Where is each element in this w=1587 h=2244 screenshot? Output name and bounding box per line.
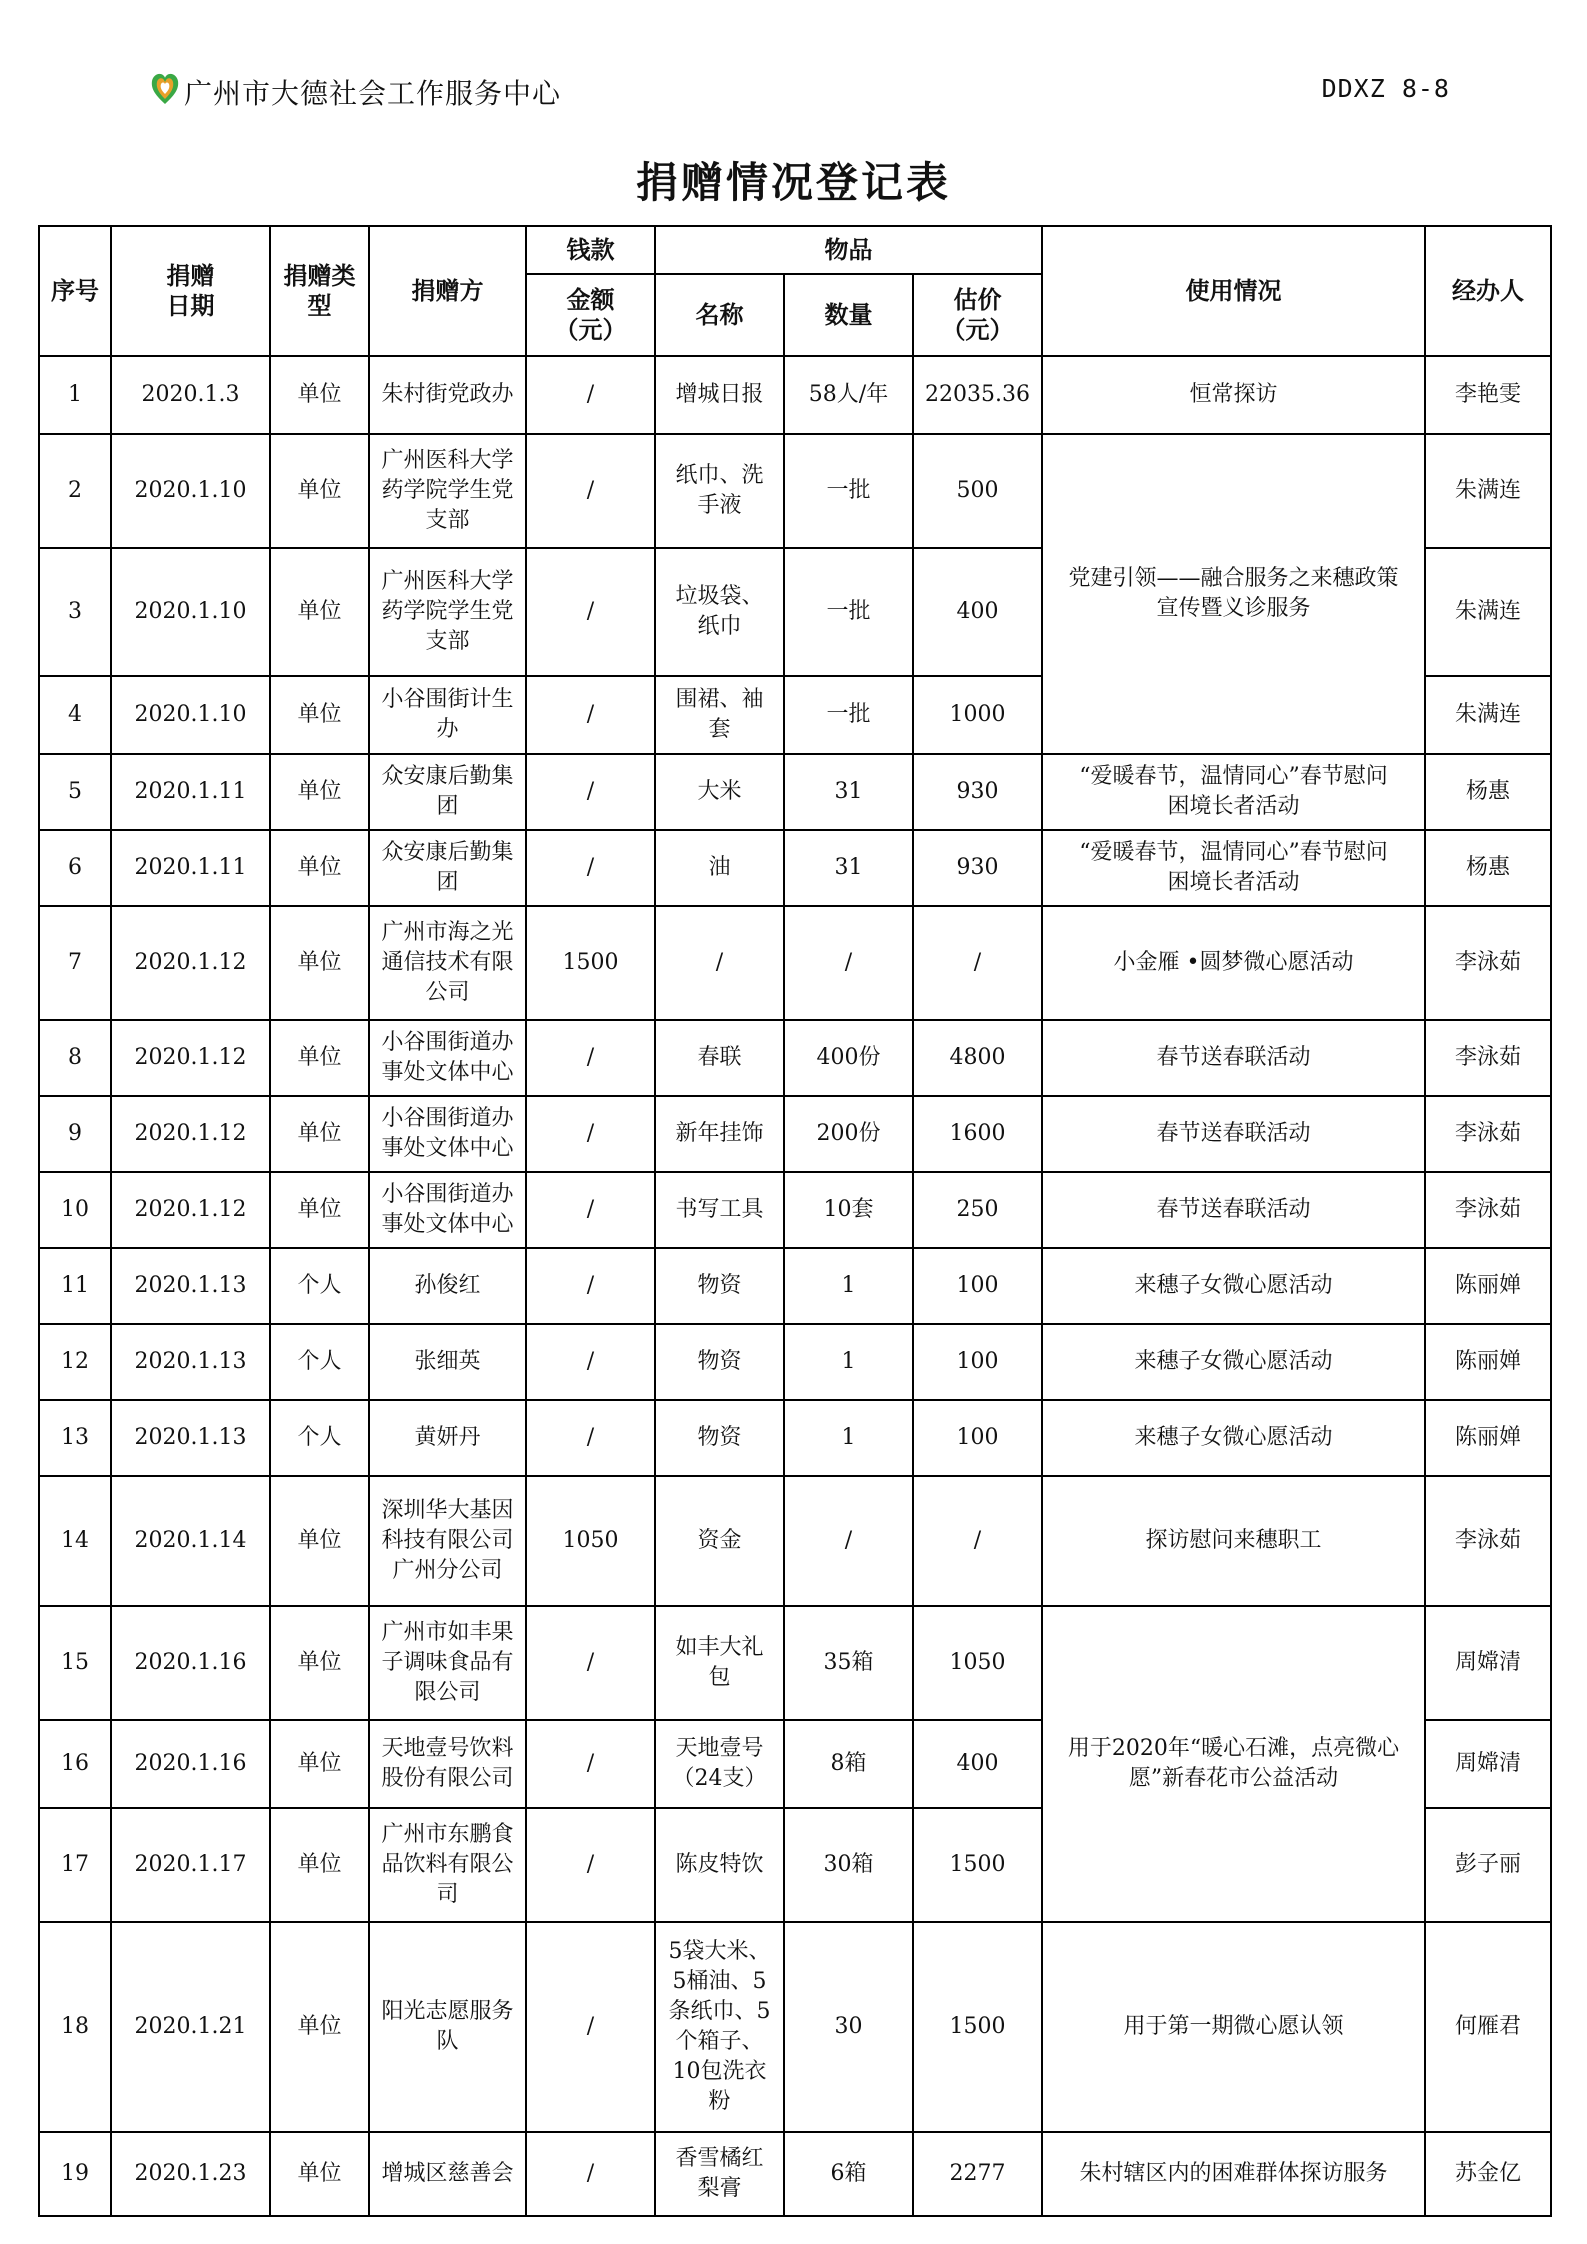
goods-name-cell: 书写工具 — [655, 1172, 784, 1248]
document-title: 捐赠情况登记表 — [635, 158, 951, 207]
usage-cell: 春节送春联活动 — [1042, 1096, 1425, 1172]
value-cell: 930 — [913, 830, 1042, 906]
handler-cell: 周嫦清 — [1425, 1720, 1551, 1808]
seq-cell: 4 — [39, 676, 111, 754]
value-cell: 2277 — [913, 2132, 1042, 2216]
table-row — [39, 1248, 1551, 1324]
seq-cell: 10 — [39, 1172, 111, 1248]
header-type: 捐赠类 型 — [270, 226, 369, 356]
qty-cell: 400份 — [784, 1020, 913, 1096]
value-cell: 1000 — [913, 676, 1042, 754]
donor-cell: 广州医科大学 药学院学生党 支部 — [369, 434, 526, 548]
handler-cell: 杨惠 — [1425, 830, 1551, 906]
value-cell: 1500 — [913, 1922, 1042, 2132]
qty-cell: 1 — [784, 1248, 913, 1324]
amount-cell: / — [526, 1606, 655, 1720]
goods-name-cell: 春联 — [655, 1020, 784, 1096]
amount-cell: 1050 — [526, 1476, 655, 1606]
amount-cell: / — [526, 1720, 655, 1808]
value-cell: 400 — [913, 1720, 1042, 1808]
amount-cell: / — [526, 434, 655, 548]
usage-cell: “爱暖春节，温情同心”春节慰问 困境长者活动 — [1042, 830, 1425, 906]
date-cell: 2020.1.13 — [111, 1324, 270, 1400]
qty-cell: / — [784, 1476, 913, 1606]
value-cell: 930 — [913, 754, 1042, 830]
seq-cell: 2 — [39, 434, 111, 548]
handler-cell: 朱满连 — [1425, 548, 1551, 676]
type-cell: 单位 — [270, 1096, 369, 1172]
header-amount: 金额 （元） — [526, 274, 655, 356]
date-cell: 2020.1.12 — [111, 1020, 270, 1096]
seq-cell: 7 — [39, 906, 111, 1020]
table-row — [39, 2132, 1551, 2216]
goods-name-cell: 增城日报 — [655, 356, 784, 434]
goods-name-cell: 垃圾袋、 纸巾 — [655, 548, 784, 676]
donor-cell: 众安康后勤集 团 — [369, 754, 526, 830]
qty-cell: 10套 — [784, 1172, 913, 1248]
header-money-group: 钱款 — [526, 226, 655, 274]
header-qty: 数量 — [784, 274, 913, 356]
seq-cell: 12 — [39, 1324, 111, 1400]
organization-name: 广州市大德社会工作服务中心 — [184, 77, 562, 110]
goods-name-cell: / — [655, 906, 784, 1020]
seq-cell: 5 — [39, 754, 111, 830]
handler-cell: 李泳茹 — [1425, 1172, 1551, 1248]
amount-cell: / — [526, 754, 655, 830]
donor-cell: 广州市如丰果 子调味食品有 限公司 — [369, 1606, 526, 1720]
table-row — [39, 1096, 1551, 1172]
date-cell: 2020.1.17 — [111, 1808, 270, 1922]
table-row — [39, 356, 1551, 434]
value-cell: 1500 — [913, 1808, 1042, 1922]
date-cell: 2020.1.13 — [111, 1248, 270, 1324]
type-cell: 单位 — [270, 1172, 369, 1248]
value-cell: 100 — [913, 1248, 1042, 1324]
handler-cell: 陈丽婵 — [1425, 1400, 1551, 1476]
table-body — [39, 356, 1551, 2216]
page-header — [150, 66, 1450, 118]
amount-cell: / — [526, 1096, 655, 1172]
seq-cell: 9 — [39, 1096, 111, 1172]
usage-cell: 朱村辖区内的困难群体探访服务 — [1042, 2132, 1425, 2216]
qty-cell: 8箱 — [784, 1720, 913, 1808]
type-cell: 个人 — [270, 1248, 369, 1324]
type-cell: 单位 — [270, 906, 369, 1020]
goods-name-cell: 5袋大米、 5桶油、5 条纸巾、5 个箱子、 10包洗衣 粉 — [655, 1922, 784, 2132]
goods-name-cell: 陈皮特饮 — [655, 1808, 784, 1922]
header-donor: 捐赠方 — [369, 226, 526, 356]
seq-cell: 13 — [39, 1400, 111, 1476]
donor-cell: 广州市海之光 通信技术有限 公司 — [369, 906, 526, 1020]
qty-cell: 30 — [784, 1922, 913, 2132]
qty-cell: 31 — [784, 830, 913, 906]
value-cell: / — [913, 1476, 1042, 1606]
handler-cell: 李泳茹 — [1425, 1096, 1551, 1172]
amount-cell: / — [526, 1324, 655, 1400]
value-cell: 250 — [913, 1172, 1042, 1248]
value-cell: 400 — [913, 548, 1042, 676]
table-row — [39, 1476, 1551, 1606]
usage-cell: 恒常探访 — [1042, 356, 1425, 434]
qty-cell: 6箱 — [784, 2132, 913, 2216]
header-seq: 序号 — [39, 226, 111, 356]
header-value: 估价 （元） — [913, 274, 1042, 356]
donor-cell: 朱村街党政办 — [369, 356, 526, 434]
document-code: DDXZ 8-8 — [1321, 74, 1450, 103]
header-goods-group: 物品 — [655, 226, 1042, 274]
qty-cell: / — [784, 906, 913, 1020]
handler-cell: 李艳雯 — [1425, 356, 1551, 434]
type-cell: 单位 — [270, 676, 369, 754]
date-cell: 2020.1.12 — [111, 1096, 270, 1172]
amount-cell: / — [526, 1808, 655, 1922]
donor-cell: 小谷围街道办 事处文体中心 — [369, 1020, 526, 1096]
date-cell: 2020.1.3 — [111, 356, 270, 434]
seq-cell: 18 — [39, 1922, 111, 2132]
type-cell: 个人 — [270, 1324, 369, 1400]
qty-cell: 1 — [784, 1324, 913, 1400]
handler-cell: 彭子丽 — [1425, 1808, 1551, 1922]
usage-cell: 用于2020年“暖心石滩，点亮微心 愿”新春花市公益活动 — [1042, 1606, 1425, 1922]
date-cell: 2020.1.14 — [111, 1476, 270, 1606]
goods-name-cell: 围裙、袖 套 — [655, 676, 784, 754]
value-cell: 100 — [913, 1400, 1042, 1476]
type-cell: 单位 — [270, 548, 369, 676]
handler-cell: 何雁君 — [1425, 1922, 1551, 2132]
table-row — [39, 754, 1551, 830]
donor-cell: 小谷围街道办 事处文体中心 — [369, 1172, 526, 1248]
amount-cell: / — [526, 1400, 655, 1476]
donor-cell: 天地壹号饮料 股份有限公司 — [369, 1720, 526, 1808]
usage-cell: 小金雁 •圆梦微心愿活动 — [1042, 906, 1425, 1020]
donor-cell: 小谷围街道办 事处文体中心 — [369, 1096, 526, 1172]
seq-cell: 14 — [39, 1476, 111, 1606]
date-cell: 2020.1.21 — [111, 1922, 270, 2132]
date-cell: 2020.1.11 — [111, 830, 270, 906]
header-date: 捐赠 日期 — [111, 226, 270, 356]
value-cell: 4800 — [913, 1020, 1042, 1096]
handler-cell: 李泳茹 — [1425, 1020, 1551, 1096]
goods-name-cell: 油 — [655, 830, 784, 906]
amount-cell: / — [526, 676, 655, 754]
amount-cell: / — [526, 548, 655, 676]
handler-cell: 杨惠 — [1425, 754, 1551, 830]
header-handler: 经办人 — [1425, 226, 1551, 356]
value-cell: 1050 — [913, 1606, 1042, 1720]
usage-cell: 用于第一期微心愿认领 — [1042, 1922, 1425, 2132]
handler-cell: 苏金亿 — [1425, 2132, 1551, 2216]
qty-cell: 58人/年 — [784, 356, 913, 434]
handler-cell: 陈丽婵 — [1425, 1324, 1551, 1400]
donor-cell: 深圳华大基因 科技有限公司 广州分公司 — [369, 1476, 526, 1606]
header-goods-name: 名称 — [655, 274, 784, 356]
type-cell: 单位 — [270, 830, 369, 906]
type-cell: 单位 — [270, 754, 369, 830]
donor-cell: 广州市东鹏食 品饮料有限公 司 — [369, 1808, 526, 1922]
table-row — [39, 1324, 1551, 1400]
donor-cell: 广州医科大学 药学院学生党 支部 — [369, 548, 526, 676]
handler-cell: 朱满连 — [1425, 676, 1551, 754]
goods-name-cell: 如丰大礼 包 — [655, 1606, 784, 1720]
goods-name-cell: 新年挂饰 — [655, 1096, 784, 1172]
usage-cell: 党建引领——融合服务之来穗政策 宣传暨义诊服务 — [1042, 434, 1425, 754]
amount-cell: / — [526, 2132, 655, 2216]
handler-cell: 李泳茹 — [1425, 906, 1551, 1020]
table-row — [39, 1400, 1551, 1476]
date-cell: 2020.1.10 — [111, 434, 270, 548]
table-row — [39, 906, 1551, 1020]
date-cell: 2020.1.12 — [111, 906, 270, 1020]
table-row — [39, 1020, 1551, 1096]
table-row — [39, 1606, 1551, 1720]
date-cell: 2020.1.10 — [111, 548, 270, 676]
value-cell: 22035.36 — [913, 356, 1042, 434]
handler-cell: 朱满连 — [1425, 434, 1551, 548]
type-cell: 单位 — [270, 1808, 369, 1922]
goods-name-cell: 纸巾、洗 手液 — [655, 434, 784, 548]
type-cell: 单位 — [270, 356, 369, 434]
donor-cell: 阳光志愿服务 队 — [369, 1922, 526, 2132]
usage-cell: 来穗子女微心愿活动 — [1042, 1400, 1425, 1476]
goods-name-cell: 资金 — [655, 1476, 784, 1606]
amount-cell: / — [526, 1922, 655, 2132]
type-cell: 单位 — [270, 1020, 369, 1096]
qty-cell: 30箱 — [784, 1808, 913, 1922]
type-cell: 单位 — [270, 1476, 369, 1606]
goods-name-cell: 物资 — [655, 1248, 784, 1324]
usage-cell: 来穗子女微心愿活动 — [1042, 1248, 1425, 1324]
seq-cell: 8 — [39, 1020, 111, 1096]
table-row — [39, 830, 1551, 906]
usage-cell: 探访慰问来穗职工 — [1042, 1476, 1425, 1606]
seq-cell: 15 — [39, 1606, 111, 1720]
value-cell: 100 — [913, 1324, 1042, 1400]
donor-cell: 张细英 — [369, 1324, 526, 1400]
amount-cell: / — [526, 356, 655, 434]
goods-name-cell: 物资 — [655, 1400, 784, 1476]
handler-cell: 李泳茹 — [1425, 1476, 1551, 1606]
donation-register-table — [38, 225, 1552, 2217]
table-row — [39, 1922, 1551, 2132]
usage-cell: 春节送春联活动 — [1042, 1020, 1425, 1096]
seq-cell: 1 — [39, 356, 111, 434]
qty-cell: 一批 — [784, 676, 913, 754]
amount-cell: / — [526, 830, 655, 906]
date-cell: 2020.1.12 — [111, 1172, 270, 1248]
handler-cell: 陈丽婵 — [1425, 1248, 1551, 1324]
usage-cell: “爱暖春节，温情同心”春节慰问 困境长者活动 — [1042, 754, 1425, 830]
qty-cell: 一批 — [784, 548, 913, 676]
table-row — [39, 434, 1551, 548]
table-row — [39, 1172, 1551, 1248]
seq-cell: 6 — [39, 830, 111, 906]
goods-name-cell: 香雪橘红 梨膏 — [655, 2132, 784, 2216]
donor-cell: 增城区慈善会 — [369, 2132, 526, 2216]
seq-cell: 17 — [39, 1808, 111, 1922]
amount-cell: 1500 — [526, 906, 655, 1020]
value-cell: / — [913, 906, 1042, 1020]
handler-cell: 周嫦清 — [1425, 1606, 1551, 1720]
header-usage: 使用情况 — [1042, 226, 1425, 356]
usage-cell: 春节送春联活动 — [1042, 1172, 1425, 1248]
date-cell: 2020.1.13 — [111, 1400, 270, 1476]
type-cell: 单位 — [270, 1922, 369, 2132]
value-cell: 1600 — [913, 1096, 1042, 1172]
date-cell: 2020.1.10 — [111, 676, 270, 754]
date-cell: 2020.1.16 — [111, 1720, 270, 1808]
amount-cell: / — [526, 1020, 655, 1096]
type-cell: 单位 — [270, 2132, 369, 2216]
qty-cell: 200份 — [784, 1096, 913, 1172]
goods-name-cell: 物资 — [655, 1324, 784, 1400]
type-cell: 单位 — [270, 434, 369, 548]
seq-cell: 11 — [39, 1248, 111, 1324]
date-cell: 2020.1.16 — [111, 1606, 270, 1720]
donor-cell: 孙俊红 — [369, 1248, 526, 1324]
type-cell: 单位 — [270, 1606, 369, 1720]
date-cell: 2020.1.11 — [111, 754, 270, 830]
qty-cell: 1 — [784, 1400, 913, 1476]
date-cell: 2020.1.23 — [111, 2132, 270, 2216]
seq-cell: 16 — [39, 1720, 111, 1808]
heart-logo-icon — [150, 70, 180, 106]
amount-cell: / — [526, 1172, 655, 1248]
type-cell: 单位 — [270, 1720, 369, 1808]
seq-cell: 19 — [39, 2132, 111, 2216]
type-cell: 个人 — [270, 1400, 369, 1476]
goods-name-cell: 大米 — [655, 754, 784, 830]
usage-cell: 来穗子女微心愿活动 — [1042, 1324, 1425, 1400]
goods-name-cell: 天地壹号 （24支） — [655, 1720, 784, 1808]
value-cell: 500 — [913, 434, 1042, 548]
donor-cell: 众安康后勤集 团 — [369, 830, 526, 906]
donor-cell: 小谷围街计生 办 — [369, 676, 526, 754]
seq-cell: 3 — [39, 548, 111, 676]
qty-cell: 31 — [784, 754, 913, 830]
qty-cell: 35箱 — [784, 1606, 913, 1720]
amount-cell: / — [526, 1248, 655, 1324]
donor-cell: 黄妍丹 — [369, 1400, 526, 1476]
qty-cell: 一批 — [784, 434, 913, 548]
